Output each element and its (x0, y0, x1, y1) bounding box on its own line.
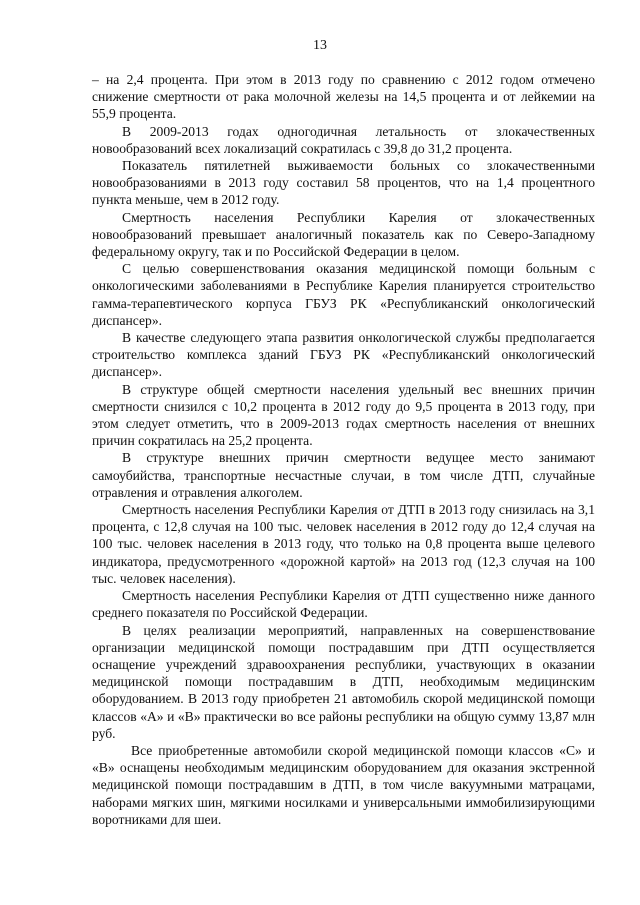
paragraph-external-causes-structure: В структуре внешних причин смертности ведущее место занимают самоубийства, транспортные несчастные случаи, в том числе ДТП, случайные отравления и отравления алкоголем. (92, 450, 595, 500)
paragraph-oncology-complex: В качестве следующего этапа развития онкологической службы предполагается строительство комплекса зданий ГБУЗ РК «Республиканский онкологический диспансер». (92, 330, 595, 380)
paragraph-regional-comparison: Смертность населения Республики Карелия от злокачественных новообразований превышает аналогичный показатель как по Северо-Западному федеральному округу, так и по Российской Федерации в целом. (92, 209, 595, 260)
paragraph-gamma-therapy-building: С целью совершенствования оказания медицинской помощи больным с онкологическими заболеваниями в Республике Карелия планируется строительство гамма-терапевтического корпуса ГБУЗ РК «Республиканский онкологический диспансер». (92, 261, 595, 328)
page-number: 13 (313, 38, 327, 53)
paragraph-continuation: – на 2,4 процента. При этом в 2013 году по сравнению с 2012 годом отмечено снижение смертности от рака молочной железы на 14,5 процента и от лейкемии на 55,9 процента. (92, 72, 595, 122)
paragraph-ambulance-equipment: Все приобретенные автомобили скорой медицинской помощи классов «С» и «В» оснащены необходимым медицинским оборудованием для оказания экстренной медицинской помощи пострадавшим в ДТП, в том числе вакуумными матрацами, наборами мягких шин, мягкими носилками и универсальными иммобилизирующими воротниками для шеи. (92, 742, 595, 827)
paragraph-external-causes: В структуре общей смертности населения удельный вес внешних причин смертности снизился с 10,2 процента в 2012 году до 9,5 процента в 2013 году, при этом следует отметить, что в 2009-2013 годах смертность населения от внешних причин сократилась на 25,2 процента. (92, 381, 595, 449)
paragraph-russia-comparison: Смертность населения Республики Карелия от ДТП существенно ниже данного среднего показателя по Российской Федерации. (92, 588, 595, 621)
paragraph-road-accident-mortality: Смертность населения Республики Карелия от ДТП в 2013 году снизилась на 3,1 процента, с 12,8 случая на 100 тыс. человек населения в 2012 году до 12,4 случая на 100 тыс. человек населения в 2013 году, что только на 0,8 процента выше целевого индикатора, предусмотренного «дорожной картой» на 2013 год (12,3 случая на 100 тыс. человек населения). (92, 502, 595, 586)
paragraph-survival-rate: Показатель пятилетней выживаемости больных со злокачественными новообразованиями в 2013 году составил 58 процентов, что на 1,4 процентного пункта меньше, чем в 2012 году. (92, 158, 595, 208)
paragraph-mortality-rate: В 2009-2013 годах одногодичная летальность от злокачественных новообразований всех локализаций сократилась с 39,8 до 31,2 процента. (92, 123, 595, 156)
document-body (92, 71, 595, 828)
paragraph-equipment-purchase: В целях реализации мероприятий, направленных на совершенствование организации медицинской помощи пострадавшим при ДТП осуществляется оснащение учреждений здравоохранения республики, участвующих в оказании медицинской помощи пострадавшим в ДТП, необходимым медицинским оборудованием. В 2013 году приобретен 21 автомобиль скорой медицинской помощи классов «А» и «В» практически во все районы республики на общую сумму 13,87 млн руб. (92, 622, 595, 741)
